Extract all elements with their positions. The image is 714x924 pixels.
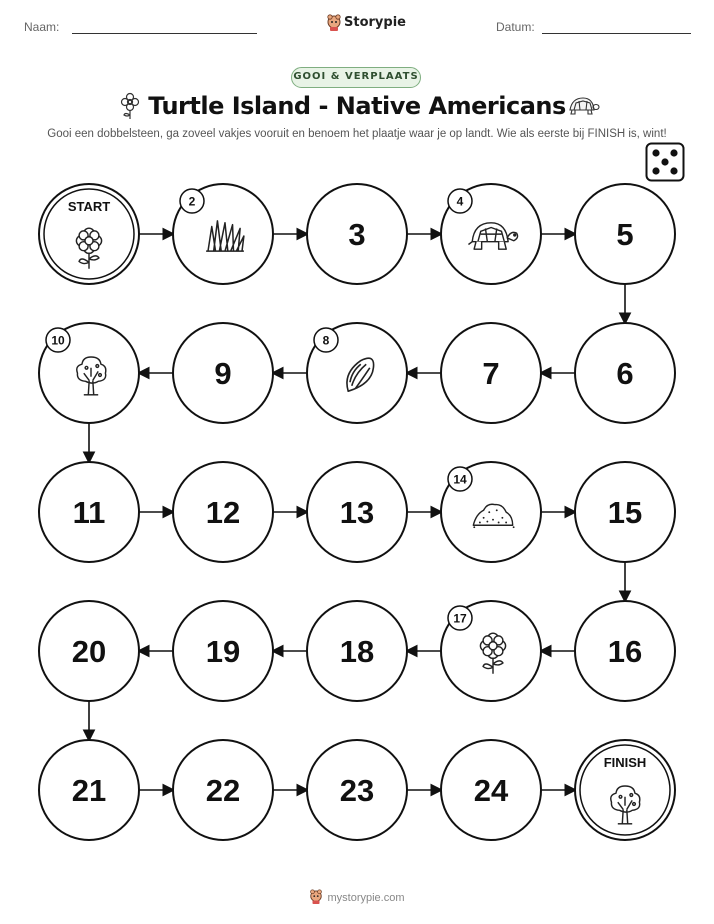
space-number: 18 [339, 634, 375, 669]
start-label: START [67, 199, 111, 214]
board-space-2 [173, 184, 273, 284]
space-number: 6 [616, 356, 634, 391]
brand-name: Storypie [344, 15, 406, 30]
page-title: Turtle Island - Native Americans [148, 92, 566, 120]
space-number: 16 [607, 634, 643, 669]
board-space-4 [441, 184, 541, 284]
date-label: Datum: [496, 20, 535, 34]
space-number: 20 [71, 634, 107, 669]
board-space-14 [441, 462, 541, 562]
board-space-8 [307, 323, 407, 423]
space-number: 19 [205, 634, 241, 669]
space-number: 3 [348, 217, 366, 252]
activity-badge: GOOI & VERPLAATS [291, 67, 421, 88]
board-space-13 [307, 462, 407, 562]
storypie-mascot-icon [309, 889, 323, 905]
space-number: 7 [482, 356, 500, 391]
space-number: 10 [51, 333, 65, 348]
board-space-19 [173, 601, 273, 701]
space-number: 22 [205, 773, 241, 808]
space-number: 2 [188, 194, 196, 209]
board-space-6 [575, 323, 675, 423]
board-space-17 [441, 601, 541, 701]
finish-space [575, 740, 675, 840]
board-space-16 [575, 601, 675, 701]
space-number: 12 [205, 495, 241, 530]
start-space [39, 184, 139, 284]
board-space-18 [307, 601, 407, 701]
board-space-22 [173, 740, 273, 840]
space-number: 9 [214, 356, 232, 391]
board-space-23 [307, 740, 407, 840]
finish-label: FINISH [603, 755, 647, 770]
space-number: 17 [453, 611, 467, 626]
name-label: Naam: [24, 20, 60, 34]
board-space-15 [575, 462, 675, 562]
board-space-20 [39, 601, 139, 701]
board-space-10 [39, 323, 139, 423]
board-space-11 [39, 462, 139, 562]
instructions: Gooi een dobbelsteen, ga zoveel vakjes vooruit en benoem het plaatje waar je op landt. Wie als eerste bij FINISH is, wint! [47, 128, 667, 140]
space-number: 5 [616, 217, 634, 252]
board-space-12 [173, 462, 273, 562]
space-number: 14 [453, 472, 467, 487]
space-number: 23 [339, 773, 375, 808]
space-number: 4 [456, 194, 464, 209]
space-number: 11 [72, 495, 106, 530]
board-space-7 [441, 323, 541, 423]
space-number: 15 [607, 495, 643, 530]
board-space-9 [173, 323, 273, 423]
board-space-3 [307, 184, 407, 284]
space-number: 13 [339, 495, 375, 530]
footer [0, 889, 714, 905]
space-number: 8 [322, 333, 330, 348]
board-space-21 [39, 740, 139, 840]
space-number: 24 [473, 773, 509, 808]
space-number: 21 [71, 773, 107, 808]
board-space-24 [441, 740, 541, 840]
board-space-5 [575, 184, 675, 284]
footer-url: mystorypie.com [327, 892, 405, 904]
